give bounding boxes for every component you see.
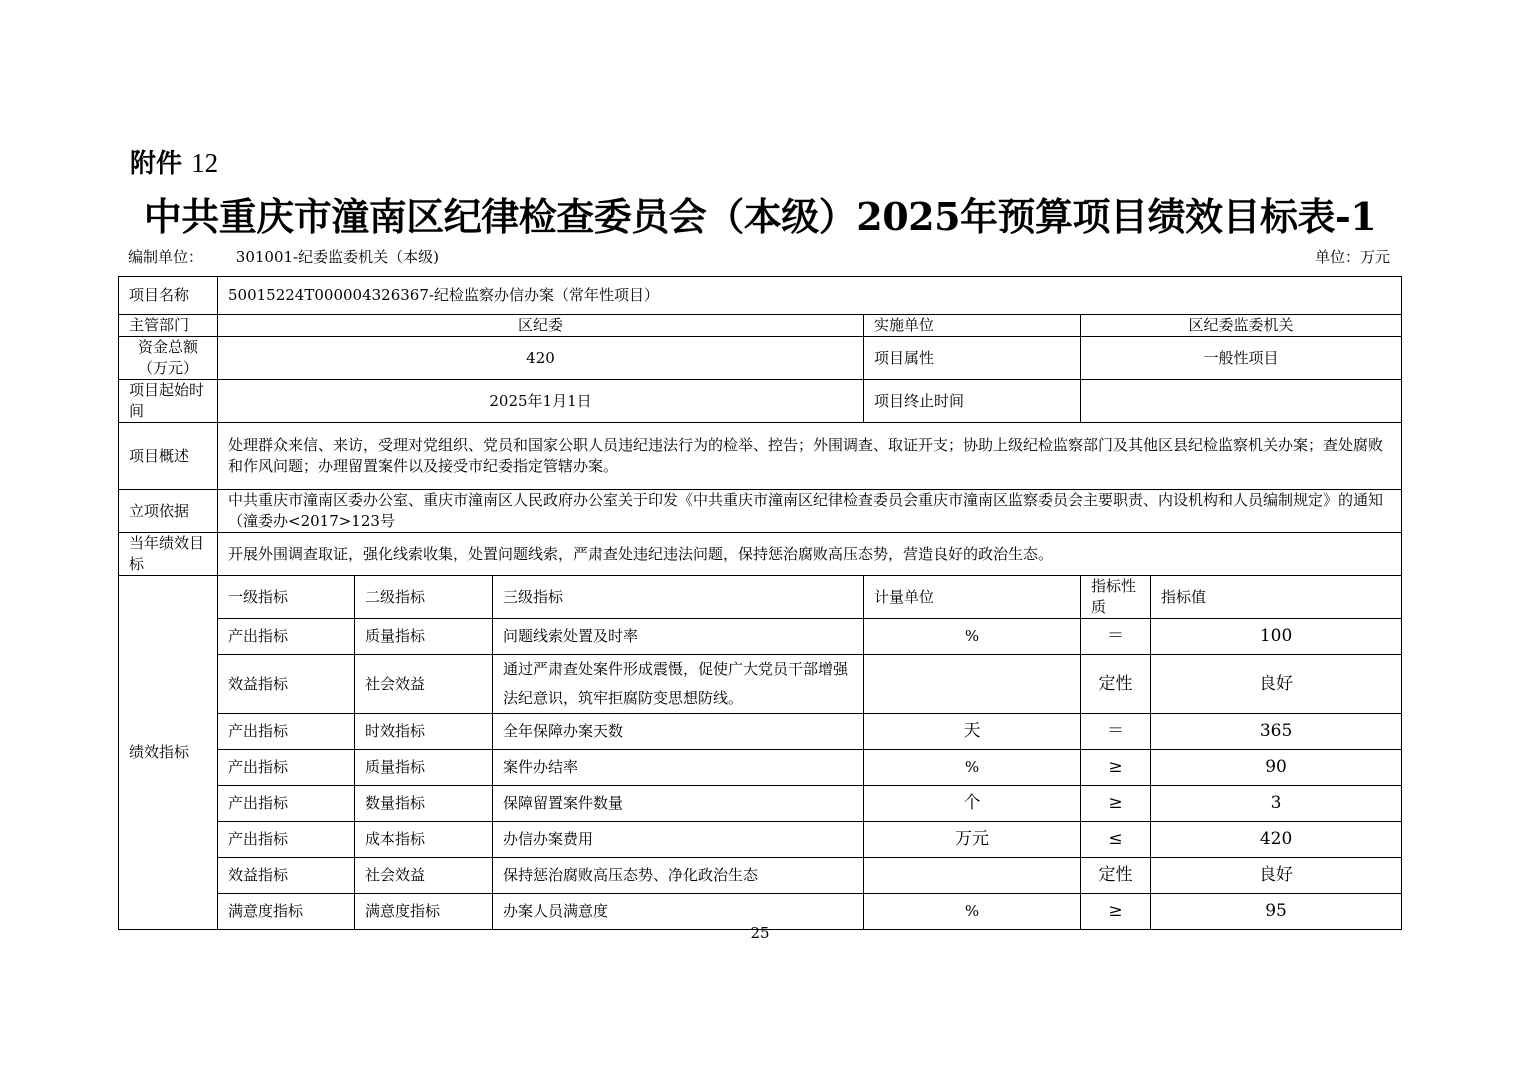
level2-cell: 质量指标 [355,750,493,786]
unit-cell: % [864,894,1081,930]
level1-cell: 产出指标 [218,714,355,750]
header-nature: 指标性质 [1081,576,1151,619]
attachment-label [130,143,218,180]
header-level1: 一级指标 [218,576,355,619]
table-row [119,822,1402,858]
summary-label: 项目概述 [119,423,218,490]
table-row [119,714,1402,750]
fund-label: 资金总额（万元） [119,337,218,380]
level2-cell: 社会效益 [355,655,493,714]
level3-cell: 问题线索处置及时率 [493,619,864,655]
basis-value: 中共重庆市潼南区委办公室、重庆市潼南区人民政府办公室关于印发《中共重庆市潼南区纪律检查委员会重庆市潼南区监察委员会主要职责、内设机构和人员编制规定》的通知（潼委办<2017>123号 [218,490,1402,533]
end-value [1081,380,1402,423]
attachment-number: 12 [191,148,219,178]
indicator-header-row [119,576,1402,619]
unit-cell: 天 [864,714,1081,750]
value-cell: 良好 [1151,655,1402,714]
dept-value: 区纪委 [218,315,864,337]
attr-value: 一般性项目 [1081,337,1402,380]
summary-row [119,423,1402,490]
table-row [119,858,1402,894]
level3-cell: 案件办结率 [493,750,864,786]
level3-cell: 保持惩治腐败高压态势、净化政治生态 [493,858,864,894]
value-cell: 良好 [1151,858,1402,894]
level1-cell: 效益指标 [218,655,355,714]
nature-cell: ≥ [1081,894,1151,930]
level3-cell: 办信办案费用 [493,822,864,858]
level2-cell: 数量指标 [355,786,493,822]
header-unit: 计量单位 [864,576,1081,619]
value-cell: 90 [1151,750,1402,786]
value-cell: 420 [1151,822,1402,858]
level1-cell: 产出指标 [218,750,355,786]
unit-cell: % [864,750,1081,786]
nature-cell: 定性 [1081,858,1151,894]
table-row [119,619,1402,655]
nature-cell: ≥ [1081,750,1151,786]
level3-cell: 办案人员满意度 [493,894,864,930]
currency-unit: 单位：万元 [1314,248,1390,266]
header-level3: 三级指标 [493,576,864,619]
basis-label: 立项依据 [119,490,218,533]
level1-cell: 效益指标 [218,858,355,894]
unit-cell: 个 [864,786,1081,822]
goal-row [119,533,1402,576]
nature-cell: ＝ [1081,619,1151,655]
value-cell: 95 [1151,894,1402,930]
performance-target-table [118,276,1402,930]
attr-label: 项目属性 [864,337,1081,380]
unit-cell [864,655,1081,714]
end-label: 项目终止时间 [864,380,1081,423]
table-row [119,750,1402,786]
value-cell: 3 [1151,786,1402,822]
impl-label: 实施单位 [864,315,1081,337]
compiling-unit-label: 编制单位： [128,248,204,266]
impl-value: 区纪委监委机关 [1081,315,1402,337]
document-title: 中共重庆市潼南区纪律检查委员会（本级）2025年预算项目绩效目标表-1 [143,194,1377,239]
start-value: 2025年1月1日 [218,380,864,423]
indicators-label: 绩效指标 [119,576,218,930]
unit-cell: % [864,619,1081,655]
unit-cell [864,858,1081,894]
level2-cell: 社会效益 [355,858,493,894]
start-label: 项目起始时间 [119,380,218,423]
fund-value: 420 [218,337,864,380]
header-level2: 二级指标 [355,576,493,619]
header-value: 指标值 [1151,576,1402,619]
dept-label: 主管部门 [119,315,218,337]
nature-cell: ≤ [1081,822,1151,858]
nature-cell: 定性 [1081,655,1151,714]
goal-value: 开展外围调查取证，强化线索收集，处置问题线索，严肃查处违纪违法问题，保持惩治腐败高压态势，营造良好的政治生态。 [218,533,1402,576]
period-row [119,380,1402,423]
level3-cell: 全年保障办案天数 [493,714,864,750]
fund-row [119,337,1402,380]
nature-cell: ≥ [1081,786,1151,822]
value-cell: 100 [1151,619,1402,655]
compiling-unit [128,246,439,267]
level2-cell: 时效指标 [355,714,493,750]
summary-value: 处理群众来信、来访，受理对党组织、党员和国家公职人员违纪违法行为的检举、控告；外围调查、取证开支；协助上级纪检监察部门及其他区县纪检监察机关办案；查处腐败和作风问题；办理留置案件以及接受市纪委指定管辖办案。 [218,423,1402,490]
value-cell: 365 [1151,714,1402,750]
level3-cell: 保障留置案件数量 [493,786,864,822]
unit-cell: 万元 [864,822,1081,858]
compiling-unit-value: 301001-纪委监委机关（本级) [235,248,439,266]
basis-row [119,490,1402,533]
table-row [119,786,1402,822]
project-name-label: 项目名称 [119,277,218,315]
department-row [119,315,1402,337]
level1-cell: 产出指标 [218,786,355,822]
table-row [119,655,1402,714]
project-name-value: 50015224T000004326367-纪检监察办信办案（常年性项目） [218,277,1402,315]
attachment-prefix: 附件 [130,149,183,179]
level2-cell: 质量指标 [355,619,493,655]
level2-cell: 满意度指标 [355,894,493,930]
level1-cell: 产出指标 [218,822,355,858]
level1-cell: 产出指标 [218,619,355,655]
project-name-row [119,277,1402,315]
goal-label: 当年绩效目标 [119,533,218,576]
nature-cell: ＝ [1081,714,1151,750]
level1-cell: 满意度指标 [218,894,355,930]
level2-cell: 成本指标 [355,822,493,858]
level3-cell: 通过严肃查处案件形成震慑，促使广大党员干部增强法纪意识，筑牢拒腐防变思想防线。 [493,655,864,714]
page-number: 25 [750,924,770,942]
